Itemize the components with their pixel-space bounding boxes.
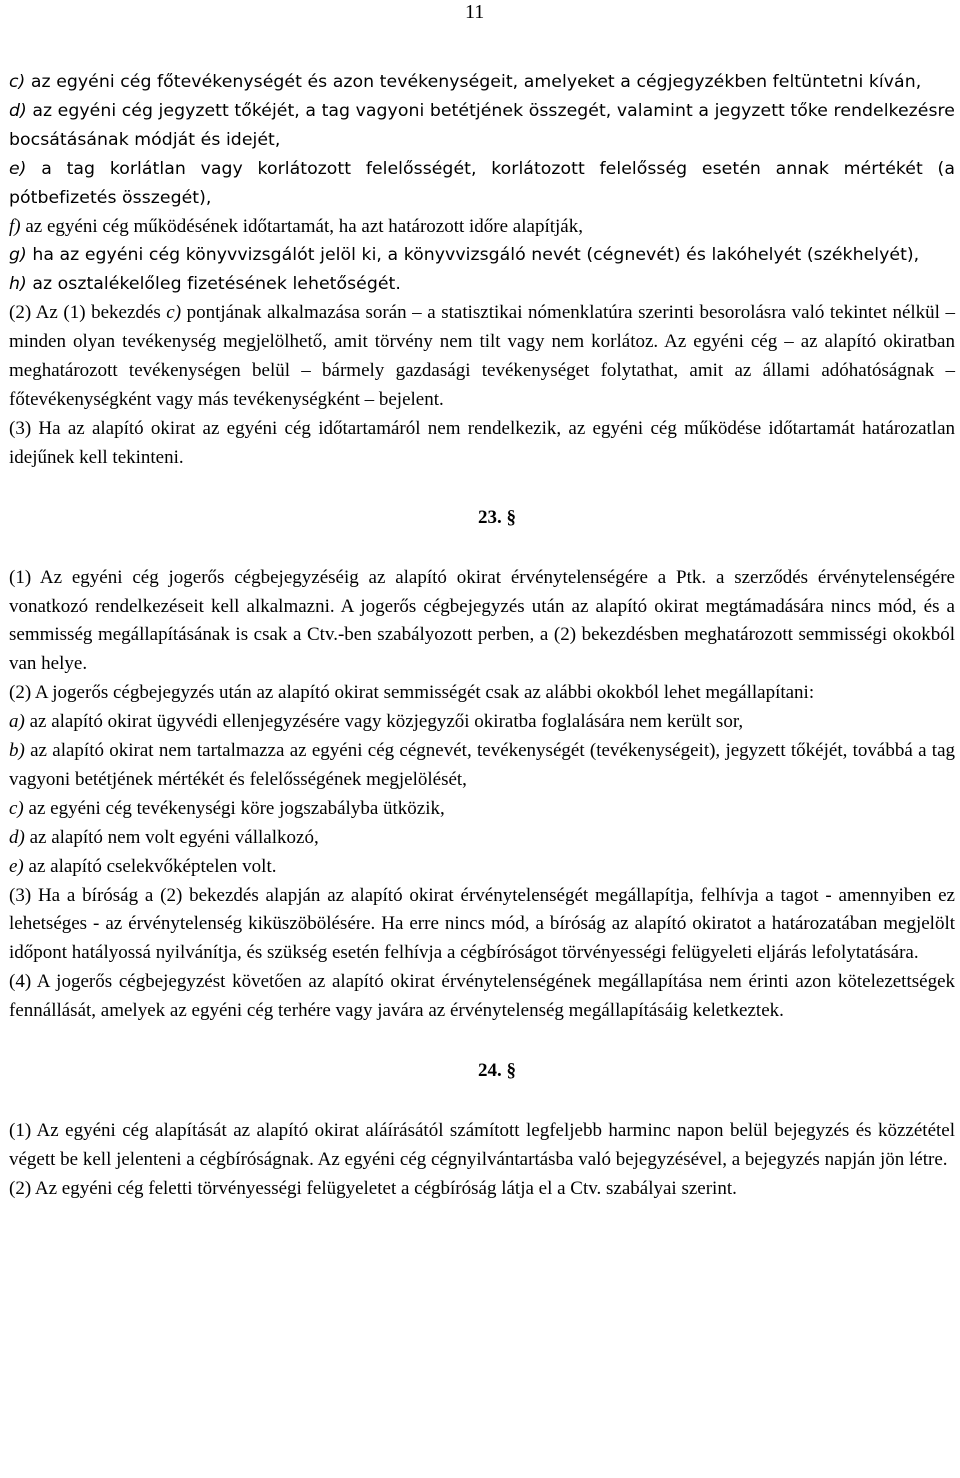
list-item bbox=[9, 795, 955, 824]
section-22-paragraph-2: (2) Az (1) bekezdés c) pontjának alkalmazása során – a statisztikai nómenklatúra szerinti besorolásra való tekintet nélkül – minden olyan tevékenység megjelölhető, amit törvény nem tilt vagy nem korlátoz. Az egyéni cég – az alapító okiratban meghatározott tevékenységen belül – bármely gazdasági tevékenységet folytathat, amit az állami adóhatóságnak – főtevékenységként vagy más tevékenységként – bejelent. bbox=[9, 302, 955, 410]
section-24-heading: 24. § bbox=[478, 1060, 516, 1082]
list-item bbox=[9, 824, 955, 853]
item-marker: d) bbox=[9, 826, 25, 848]
item-text: az egyéni cég jegyzett tőkéjét, a tag vagyoni betétjének összegét, valamint a jegyzett tőke rendelkezésre bocsátásának módját és idejét, bbox=[9, 100, 955, 150]
item-text: az alapító nem volt egyéni vállalkozó, bbox=[24, 826, 319, 848]
list-item bbox=[9, 853, 955, 882]
item-marker: e) bbox=[9, 855, 24, 877]
list-item bbox=[9, 241, 955, 270]
page-number: 11 bbox=[465, 1, 485, 23]
item-text: ha az egyéni cég könyvvizsgálót jelöl ki, a könyvvizsgáló nevét (cégnevét) és lakóhelyét (székhelyét), bbox=[26, 245, 920, 266]
item-text: az egyéni cég tevékenységi köre jogszabályba ütközik, bbox=[23, 797, 445, 819]
section-23-heading: 23. § bbox=[478, 506, 516, 528]
section-23-paragraph-1: (1) Az egyéni cég jogerős cégbejegyzéséig az alapító okirat érvénytelenségére a Ptk. a szerződés érvénytelenségére vonatkozó rendelkezéseit kell alkalmazni. A jogerős cégbejegyzés után az alapító okirat megtámadására nincs mód, és a semmisség megállapításának is csak a Ctv.-ben szabályozott perben, a (2) bekezdésben meghatározott semmisségi okokból van helye. bbox=[9, 566, 955, 675]
section-23-paragraph-3: (3) Ha a bíróság a (2) bekezdés alapján az alapító okirat érvénytelenségét megállapítja, felhívja a tagot - amennyiben ez lehetséges - az érvénytelenség kiküszöbölésére. Ha erre nincs mód, a bíróság az alapító okiratot a határozatában megjelölt időpont hatályossá nyilvánítja, és szükség esetén felhívja a cégbíróságot törvényességi felügyeleti eljárás lefolytatására. bbox=[9, 884, 955, 964]
section-24-paragraph-2: (2) Az egyéni cég feletti törvényességi felügyeletet a cégbíróság látja el a Ctv. szabályai szerint. bbox=[9, 1177, 737, 1199]
section-23-paragraph-2: (2) A jogerős cégbejegyzés után az alapító okirat semmisségét csak az alábbi okokból lehet megállapítani: bbox=[9, 682, 815, 704]
section-23-item-list bbox=[9, 708, 955, 881]
list-item bbox=[9, 155, 955, 213]
item-marker: f) bbox=[9, 215, 21, 237]
item-marker: h) bbox=[9, 274, 27, 295]
list-item bbox=[9, 737, 955, 795]
list-item bbox=[9, 97, 955, 155]
item-marker: c) bbox=[9, 797, 24, 819]
section-24-paragraph-1: (1) Az egyéni cég alapítását az alapító okirat aláírásától számított legfeljebb harminc napon belül bejegyzés és közzététel végett be kell jelenteni a cégbíróságnak. Az egyéni cég cégnyilvántartásba való bejegyzésével, a bejegyzés napján jön létre. bbox=[9, 1120, 955, 1170]
item-text: az alapító okirat nem tartalmazza az egyéni cég cégnevét, tevékenységét (tevékenységeit), jegyzett tőkéjét, továbbá a tag vagyoni betétjének mértékét és felelősségének megjelölését, bbox=[9, 740, 955, 790]
item-marker: b) bbox=[9, 740, 25, 762]
item-marker: a) bbox=[9, 711, 25, 733]
item-marker: c) bbox=[166, 302, 182, 324]
section-22-item-list bbox=[9, 68, 955, 299]
list-item bbox=[9, 213, 955, 242]
item-text: az osztalékelőleg fizetésének lehetőségét. bbox=[26, 274, 401, 295]
list-item bbox=[9, 68, 955, 97]
item-text: az egyéni cég működésének időtartamát, ha azt határozott időre alapítják, bbox=[20, 215, 583, 237]
item-text: az alapító okirat ügyvédi ellenjegyzésére vagy közjegyzői okiratba foglalására nem került sor, bbox=[24, 711, 744, 733]
item-marker: g) bbox=[9, 245, 27, 266]
item-marker: c) bbox=[9, 72, 26, 92]
list-item bbox=[9, 708, 955, 737]
document-body bbox=[9, 68, 955, 1204]
item-marker: d) bbox=[9, 100, 27, 121]
section-22-paragraph-3: (3) Ha az alapító okirat az egyéni cég időtartamáról nem rendelkezik, az egyéni cég működése időtartamát határozatlan idejűnek kell tekinteni. bbox=[9, 417, 955, 468]
item-text: az alapító cselekvőképtelen volt. bbox=[23, 855, 277, 877]
item-text: a tag korlátlan vagy korlátozott felelősségét, korlátozott felelősség esetén annak mértékét (a pótbefizetés összegét), bbox=[9, 158, 955, 208]
item-marker: e) bbox=[9, 158, 27, 179]
list-item bbox=[9, 270, 955, 299]
section-23-paragraph-4: (4) A jogerős cégbejegyzést követően az alapító okirat érvénytelenségének megállapítása nem érinti azon kötelezettségek fennállását, amelyek az egyéni cég terhére vagy javára az érvénytelenség megállapításáig keletkeztek. bbox=[9, 971, 955, 1022]
item-text: az egyéni cég főtevékenységét és azon tevékenységeit, amelyeket a cégjegyzékben feltüntetni kíván, bbox=[25, 72, 922, 92]
